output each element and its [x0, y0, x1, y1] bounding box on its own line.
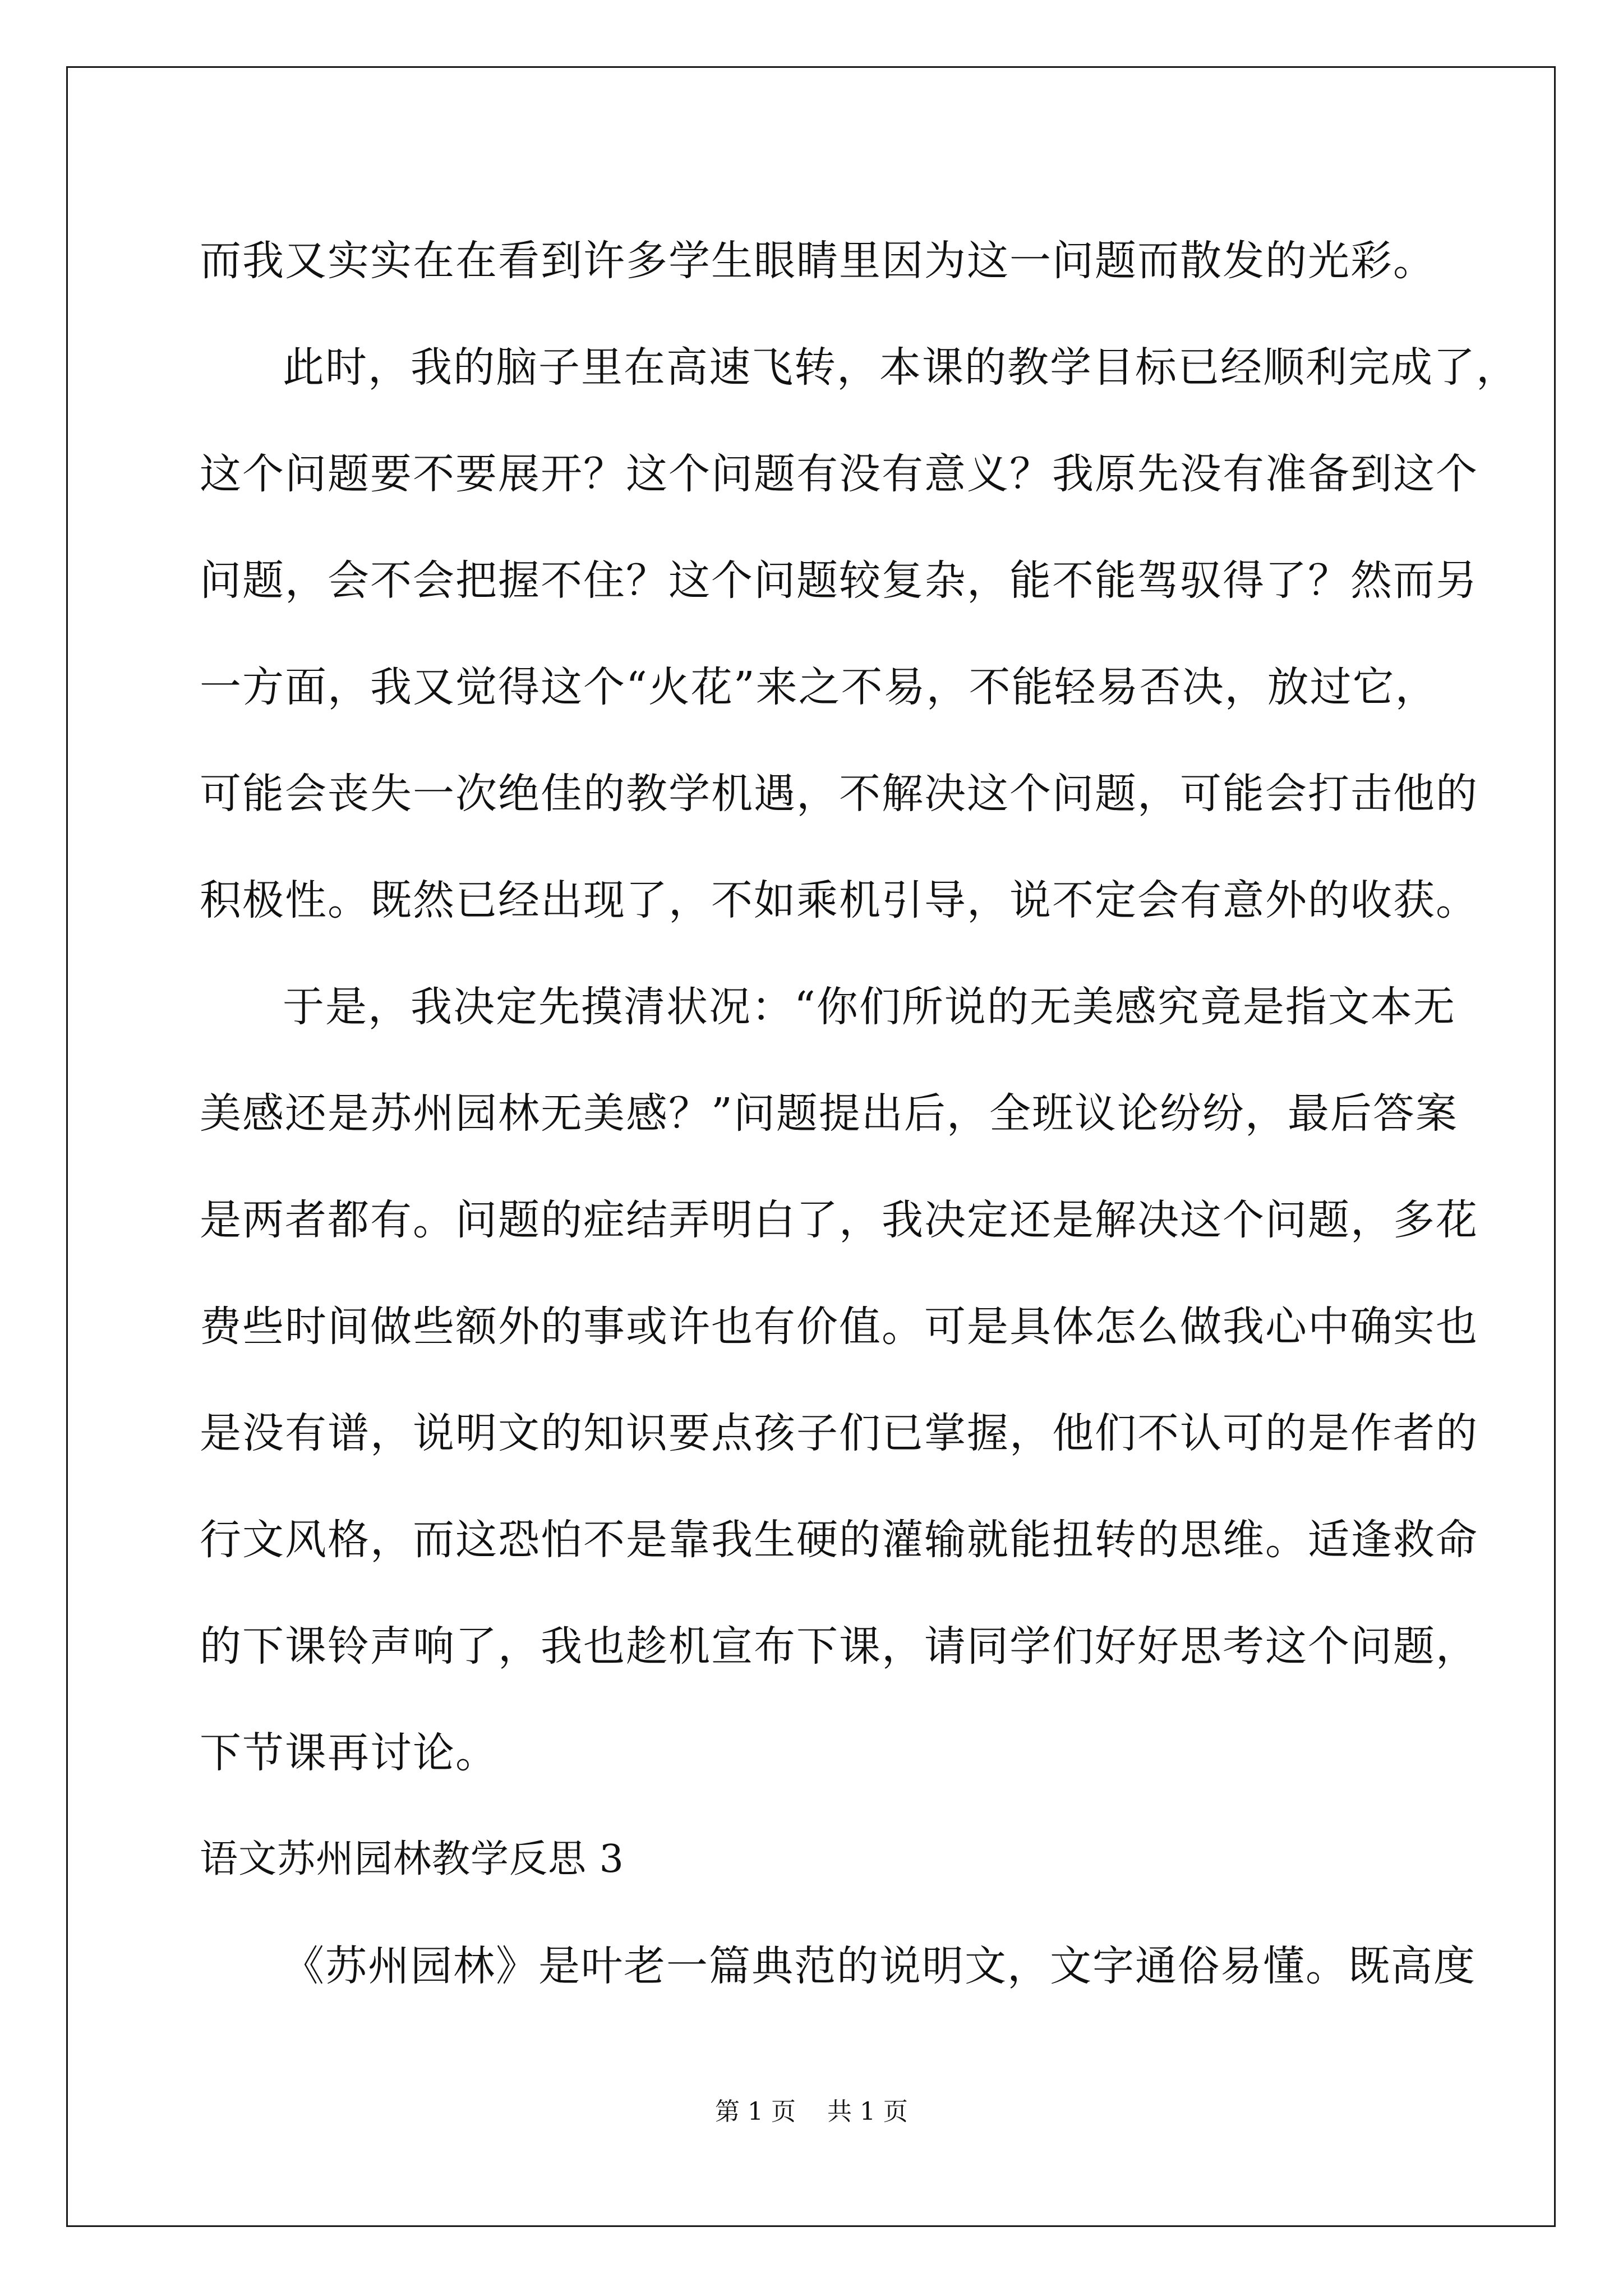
- paragraph-line: 此时，我的脑子里在高速飞转，本课的教学目标已经顺利完成了，: [283, 343, 1519, 392]
- paragraph-line: 而我又实实在在看到许多学生眼睛里因为这一问题而散发的光彩。: [200, 237, 1436, 285]
- document-body: [200, 208, 1519, 2019]
- paragraph-line: 《苏州园林》是叶老一篇典范的说明文，文字通俗易懂。既高度: [283, 1942, 1476, 1990]
- paragraph-line: 的下课铃声响了，我也趁机宣布下课，请同学们好好思考这个问题，: [200, 1622, 1478, 1671]
- section-heading: 语文苏州园林教学反思 3: [200, 1837, 624, 1881]
- page-footer: 第 1 页 共 1 页: [715, 2097, 908, 2126]
- paragraph-line: 可能会丧失一次绝佳的教学机遇，不解决这个问题，可能会打击他的: [200, 770, 1478, 818]
- paragraph-line: 下节课再讨论。: [200, 1729, 498, 1777]
- paragraph-line: 是没有谱，说明文的知识要点孩子们已掌握，他们不认可的是作者的: [200, 1409, 1478, 1457]
- paragraph-line: 是两者都有。问题的症结弄明白了，我决定还是解决这个问题，多花: [200, 1196, 1478, 1244]
- paragraph-line: 积极性。既然已经出现了，不如乘机引导，说不定会有意外的收获。: [200, 876, 1478, 924]
- paragraph-line: 这个问题要不要展开？这个问题有没有意义？我原先没有准备到这个: [200, 450, 1478, 498]
- paragraph-line: 美感还是苏州园林无美感？”问题提出后，全班议论纷纷，最后答案: [200, 1089, 1458, 1138]
- paragraph-line: 一方面，我又觉得这个“火花”来之不易，不能轻易否决，放过它，: [200, 663, 1438, 711]
- paragraph-line: 于是，我决定先摸清状况：“你们所说的无美感究竟是指文本无: [283, 983, 1456, 1031]
- paragraph-line: 问题，会不会把握不住？这个问题较复杂，能不能驾驭得了？然而另: [200, 556, 1478, 605]
- paragraph-line: 行文风格，而这恐怕不是靠我生硬的灌输就能扭转的思维。适逢救命: [200, 1516, 1478, 1564]
- paragraph-line: 费些时间做些额外的事或许也有价值。可是具体怎么做我心中确实也: [200, 1303, 1478, 1351]
